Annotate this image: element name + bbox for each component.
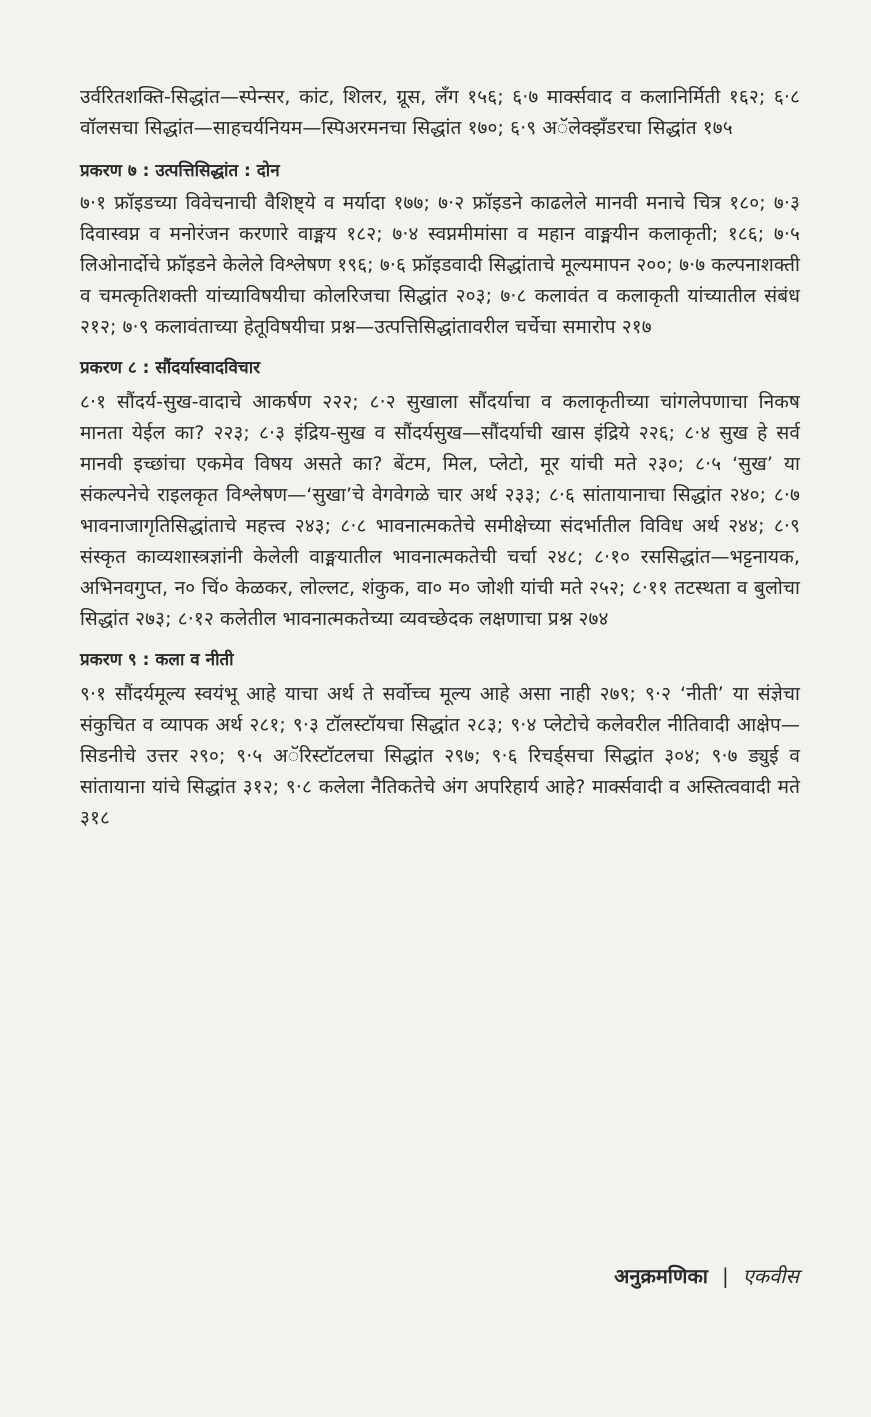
page-footer	[614, 1262, 799, 1289]
chapter-9-heading: प्रकरण ९ : कला व नीती	[80, 650, 234, 670]
footer-separator: |	[722, 1264, 729, 1288]
chapter-7-heading: प्रकरण ७ : उत्पत्तिसिद्धांत : दोन	[80, 161, 280, 181]
contents-page	[80, 82, 800, 834]
chapter-7-entries: ७·१ फ्रॉइडच्या विवेचनाची वैशिष्ट्ये व मर्यादा १७७; ७·२ फ्रॉइडने काढलेले मानवी मनाचे चित्र १८०; ७·३ दिवास्वप्न व मनोरंजन करणारे वाङ्मय १८२; ७·४ स्वप्नमीमांसा व महान वाङ्मयीन कलाकृती; १८६; ७·५ लिओनार्दोचे फ्रॉइडने केलेले विश्लेषण १९६; ७·६ फ्रॉइडवादी सिद्धांताचे मूल्यमापन २००; ७·७ कल्पनाशक्ती व चमत्कृतिशक्ती यांच्याविषयीचा कोलरिजचा सिद्धांत २०३; ७·८ कलावंत व कलाकृती यांच्यातील संबंध २१२; ७·९ कलावंताच्या हेतूविषयीचा प्रश्न—उत्पत्तिसिद्धांतावरील चर्चेचा समारोप २१७	[80, 192, 800, 338]
chapter-8-heading: प्रकरण ८ : सौंदर्यास्वादविचार	[80, 358, 261, 378]
continued-contents-entries: उर्वरितशक्ति-सिद्धांत—स्पेन्सर, कांट, शिलर, ग्रूस, लँग १५६; ६·७ मार्क्सवाद व कलानिर्मिती १६२; ६·८ वॉलसचा सिद्धांत—साहचर्यनियम—स्पिअरमनचा सिद्धांत १७०; ६·९ अॅलेक्झँडरचा सिद्धांत १७५	[80, 86, 800, 139]
page-number: एकवीस	[742, 1264, 799, 1288]
chapter-9-entries: ९·१ सौंदर्यमूल्य स्वयंभू आहे याचा अर्थ ते सर्वोच्च मूल्य आहे असा नाही २७९; ९·२ ‘नीती’ या संज्ञेचा संकुचित व व्यापक अर्थ २८१; ९·३ टॉलस्टॉयचा सिद्धांत २८३; ९·४ प्लेटोचे कलेवरील नीतिवादी आक्षेप—सिडनीचे उत्तर २९०; ९·५ अॅरिस्टॉटलचा सिद्धांत २९७; ९·६ रिचर्ड्सचा सिद्धांत ३०४; ९·७ ड्युई व सांतायाना यांचे सिद्धांत ३१२; ९·८ कलेला नैतिकतेचे अंग अपरिहार्य आहे? मार्क्सवादी व अस्तित्ववादी मते ३१८	[80, 683, 800, 829]
chapter-8-entries: ८·१ सौंदर्य-सुख-वादाचे आकर्षण २२२; ८·२ सुखाला सौंदर्याचा व कलाकृतीच्या चांगलेपणाचा निकष मानता येईल का? २२३; ८·३ इंद्रिय-सुख व सौंदर्यसुख—सौंदर्याची खास इंद्रिये २२६; ८·४ सुख हे सर्व मानवी इच्छांचा एकमेव विषय असते का? बेंटम, मिल, प्लेटो, मूर यांची मते २३०; ८·५ ‘सुख’ या संकल्पनेचे राइलकृत विश्लेषण—‘सुखा’चे वेगवेगळे चार अर्थ २३३; ८·६ सांतायानाचा सिद्धांत २४०; ८·७ भावनाजागृतिसिद्धांताचे महत्त्व २४३; ८·८ भावनात्मकतेचे समीक्षेच्या संदर्भातील विविध अर्थ २४४; ८·९ संस्कृत काव्यशास्त्रज्ञांनी केलेली वाङ्मयातील भावनात्मकतेची चर्चा २४८; ८·१० रससिद्धांत—भट्टनायक, अभिनवगुप्त, न० चिं० केळकर, लोल्लट, शंकुक, वा० म० जोशी यांची मते २५२; ८·११ तटस्थता व बुलोचा सिद्धांत २७३; ८·१२ कलेतील भावनात्मकतेच्या व्यवच्छेदक लक्षणाचा प्रश्न २७४	[80, 391, 800, 630]
footer-section-title: अनुक्रमणिका	[614, 1264, 708, 1288]
